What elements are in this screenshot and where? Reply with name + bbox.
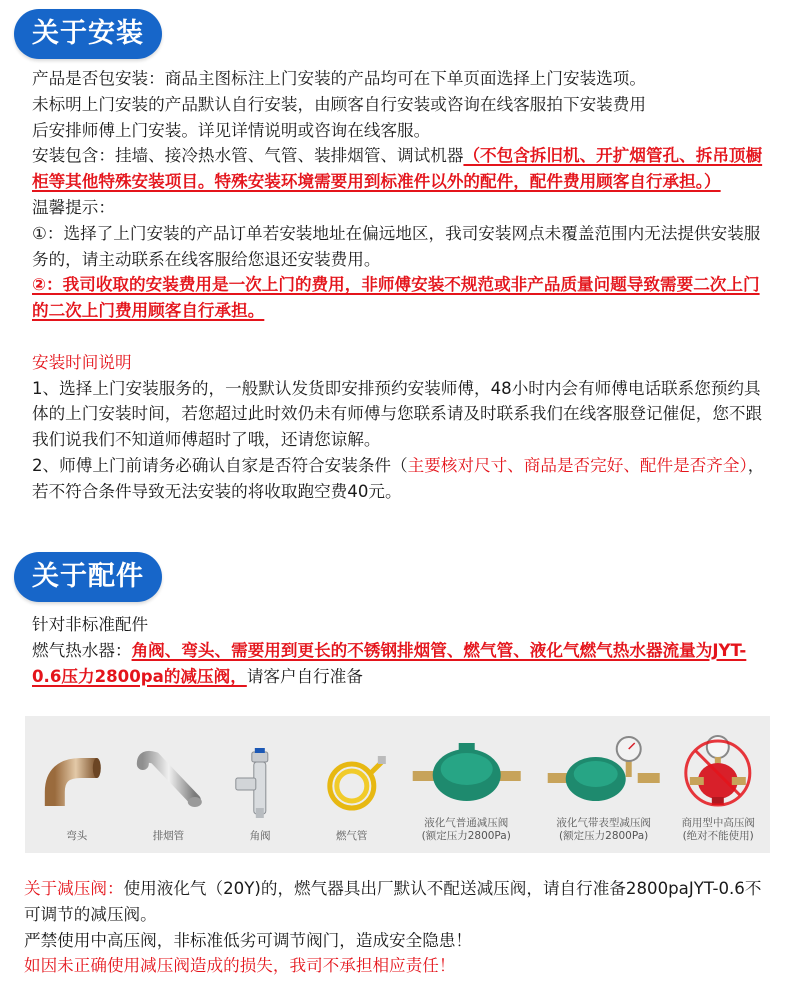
regulator-note-2: 严禁使用中高压阀，非标准低劣可调节阀门，造成安全隐患！	[24, 930, 473, 950]
product-label: 液化气带表型减压阀 (额定压力2800Pa)	[556, 817, 651, 842]
regulator-note-3: 如因未正确使用减压阀造成的损失，我司不承担相应责任！	[24, 956, 456, 976]
heater-prefix: 燃气热水器：	[32, 640, 132, 660]
install-includes	[32, 143, 772, 195]
section-title-accessories: 关于配件	[14, 552, 162, 602]
heater-line	[32, 638, 772, 690]
regulator-note-label: 关于减压阀：	[24, 879, 124, 898]
product-label: 弯头	[66, 830, 88, 842]
tip-1: ①：选择了上门安装的产品订单若安装地址在偏远地区，我司安装网点未覆盖范围内无法提供安装服务的，请主动联系在线客服给您退还安装费用。	[32, 223, 761, 269]
flue-pipe-icon	[123, 744, 215, 824]
angle-valve-icon	[214, 744, 306, 824]
time-title: 安装时间说明	[32, 352, 132, 372]
elbow-icon	[31, 744, 123, 824]
heater-red: 角阀、弯头、需要用到更长的不锈钢排烟管、燃气管、液化气燃气热水器流量为JYT-0.6压力2800pa的减压阀，	[32, 640, 747, 686]
product-angle-valve	[214, 716, 306, 853]
time-2-prefix: 2、师傅上门前请务必确认自家是否符合安装条件（	[32, 455, 408, 475]
time-2-suffix: ，若不符合条件导致无法安装的将收取跑空费40元。	[32, 455, 765, 501]
product-label: 角阀	[249, 830, 271, 842]
section-title-installation: 关于安装	[14, 9, 162, 59]
includes-note: （不包含拆旧机、开扩烟管孔、拆吊顶橱柜等其他特殊安装项目。特殊安装环境需要用到标准件以外的配件，配件费用顾客自行承担。）	[32, 146, 763, 192]
product-gauge-regulator	[535, 716, 672, 853]
accessory-product-strip	[25, 716, 770, 853]
includes-prefix: 安装包含：挂墙、接冷热水管、气管、装排烟管、调试机器	[32, 146, 464, 166]
product-label: 排烟管	[152, 830, 185, 842]
regulator-notes	[24, 876, 774, 979]
gas-hose-icon	[306, 744, 398, 824]
product-standard-regulator	[398, 716, 535, 853]
product-elbow	[31, 716, 123, 853]
regulator-note-body: 使用液化气（20Y)的，燃气器具出厂默认不配送减压阀，请自行准备2800paJYT-0.6不可调节的减压阀。	[24, 879, 762, 924]
product-label: 燃气管	[335, 830, 368, 842]
tip-2: ②：我司收取的安装费用是一次上门的费用，非师傅安装不规范或非产品质量问题导致需要二次上门的二次上门费用顾客自行承担。	[32, 275, 760, 321]
regulator-note-1	[24, 876, 774, 928]
heater-suffix: 请客户自行准备	[246, 666, 363, 686]
installation-text	[32, 66, 772, 505]
accessories-text	[32, 612, 772, 689]
commercial-valve-icon	[672, 731, 764, 811]
install-line-1: 产品是否包安装：商品主图标注上门安装的产品均可在下单页面选择上门安装选项。	[32, 69, 646, 88]
product-gas-hose	[306, 716, 398, 853]
time-1: 1、选择上门安装服务的，一般默认发货即安排预约安装师傅，48小时内会有师傅电话联系您预约具体的上门安装时间，若您超过此时效仍未有师傅与您联系请及时联系我们在线客服登记催促，您不跟我们说我们不知道师傅超时了哦，还请您谅解。	[32, 378, 763, 450]
nonstandard-line: 针对非标准配件	[32, 615, 149, 634]
tips-title: 温馨提示：	[32, 197, 115, 217]
product-commercial-valve	[672, 716, 764, 853]
product-flue-pipe	[123, 716, 215, 853]
product-label: 液化气普通减压阀 (额定压力2800Pa)	[421, 817, 511, 842]
install-line-3: 后安排师傅上门安装。详见详情说明或咨询在线客服。	[32, 120, 431, 140]
standard-regulator-icon	[398, 731, 535, 811]
time-2	[32, 453, 772, 505]
time-2-red: 主要核对尺寸、商品是否完好、配件是否齐全）	[407, 455, 748, 475]
install-line-2: 未标明上门安装的产品默认自行安装，由顾客自行安装或咨询在线客服拍下安装费用	[32, 94, 646, 114]
gauge-regulator-icon	[535, 731, 672, 811]
product-label: 商用型中高压阀 (绝对不能使用)	[681, 817, 755, 842]
